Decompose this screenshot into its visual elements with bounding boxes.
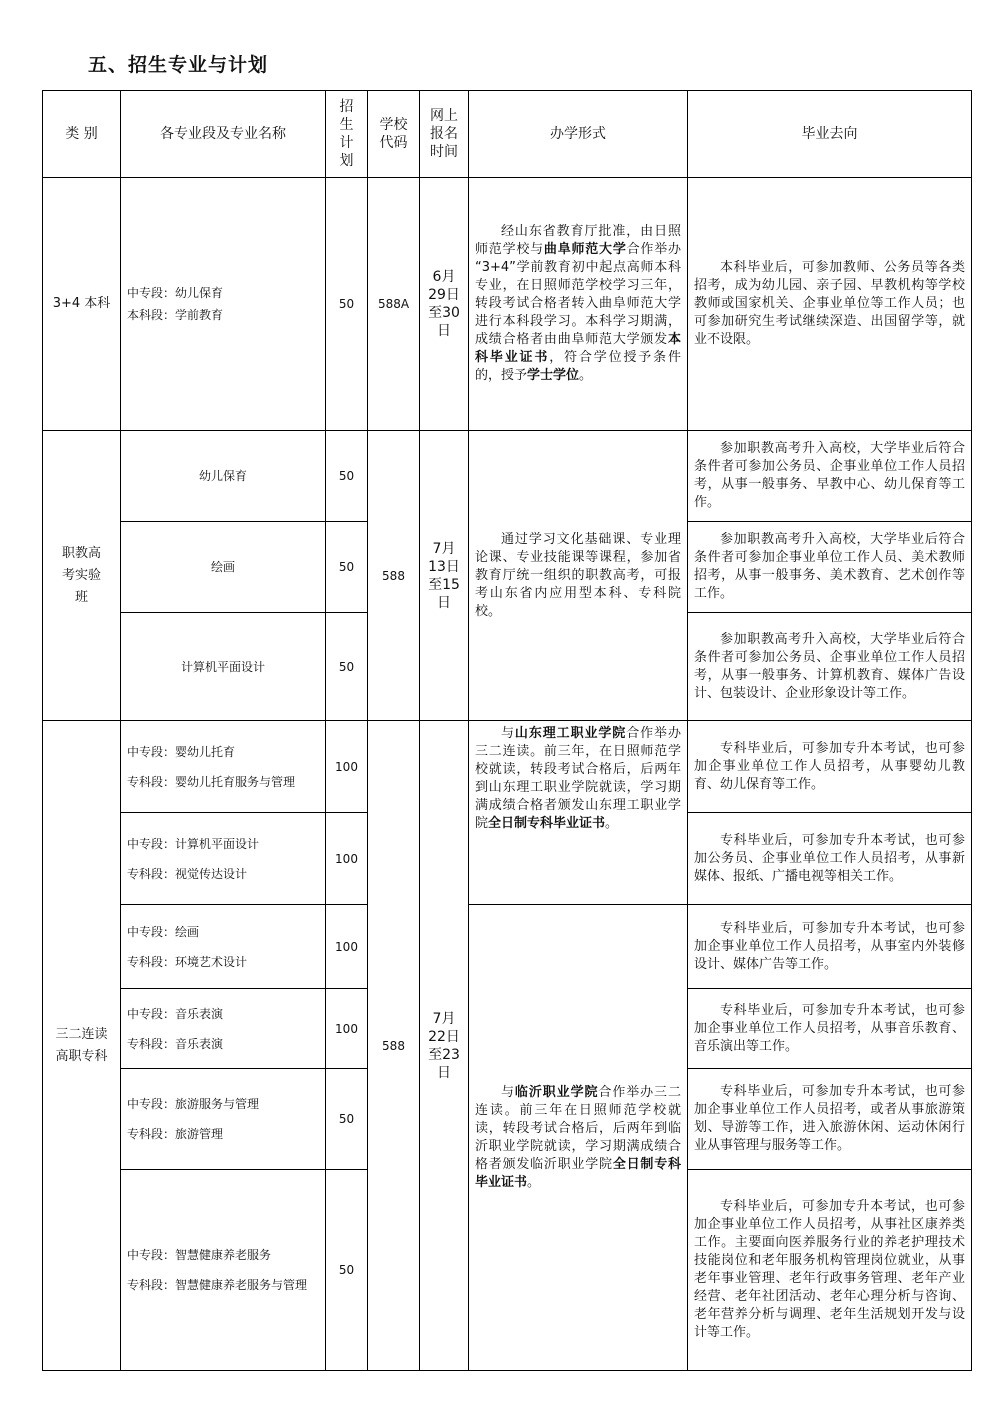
plan-cell: 100 (326, 813, 368, 905)
destination-cell (688, 178, 972, 431)
form-bold: 全日制专科毕业证书 (475, 1156, 681, 1190)
plan-cell: 100 (326, 989, 368, 1069)
destination-cell (688, 613, 972, 721)
form-bold: 临沂职业学院 (514, 1084, 599, 1100)
col-category: 类 别 (43, 91, 121, 178)
form-cell (469, 431, 688, 721)
destination-cell (688, 522, 972, 613)
major-line: 专科段：旅游管理 (127, 1127, 224, 1141)
code-cell: 588A (368, 178, 420, 431)
destination-cell (688, 431, 972, 522)
form-bold: 本科毕业证书 (475, 332, 681, 365)
header-row (43, 91, 972, 178)
form-cell (469, 721, 688, 905)
destination-cell (688, 905, 972, 989)
form-text: 与 (501, 1084, 515, 1100)
form-text: 。 (605, 816, 619, 831)
major-line: 中专段：婴幼儿托育 (127, 744, 236, 759)
major-line: 中专段：音乐表演 (127, 1006, 224, 1021)
table-row (43, 178, 972, 431)
destination-text: 专科毕业后，可参加专升本考试，也可参加企事业单位工作人员招考，从事音乐教育、音乐演出等工作。 (694, 1002, 965, 1054)
plan-cell: 100 (326, 905, 368, 989)
form-text: ，符合学位授予条件的，授予 (475, 350, 681, 383)
major-line: 中专段：计算机平面设计 (127, 836, 260, 851)
destination-cell (688, 1170, 972, 1371)
major-line: 专科段：环境艺术设计 (127, 954, 248, 969)
table-row (43, 721, 972, 813)
form-bold: 曲阜师范大学 (543, 242, 627, 257)
major-cell (121, 1069, 326, 1170)
plan-cell: 50 (326, 431, 368, 522)
major-cell (121, 178, 326, 431)
plan-cell: 50 (326, 522, 368, 613)
major-line: 中专段：旅游服务与管理 (127, 1097, 260, 1111)
destination-text: 参加职教高考升入高校，大学毕业后符合条件者可参加公务员、企事业单位工作人员招考，从事一般事务、早教中心、幼儿保育等工作。 (694, 441, 965, 510)
category-cell (43, 431, 121, 721)
col-major: 各专业段及专业名称 (121, 91, 326, 178)
destination-text: 专科毕业后，可参加专升本考试，也可参加企事业单位工作人员招考，或者从事旅游策划、导游等工作，进入旅游休闲、运动休闲行业从事管理与服务等工作。 (694, 1084, 965, 1153)
table-row (43, 431, 972, 522)
major-line: 中专段：幼儿保育 (127, 286, 224, 300)
major-line: 中专段：智慧健康养老服务 (127, 1248, 272, 1262)
form-text: 经山东省教育厅批准，由日照师范学校与 (475, 224, 681, 257)
major-cell (121, 905, 326, 989)
code-cell: 588 (368, 721, 420, 1371)
destination-text: 参加职教高考升入高校，大学毕业后符合条件者可参加公务员、企事业单位工作人员招考，从事一般事务、计算机教育、媒体广告设计、包装设计、企业形象设计等工作。 (694, 631, 965, 701)
form-text: 。 (579, 368, 593, 383)
form-text: 与 (501, 726, 515, 741)
major-cell (121, 813, 326, 905)
code-cell: 588 (368, 431, 420, 721)
major-line: 本科段：学前教育 (127, 308, 224, 322)
major-cell: 幼儿保育 (121, 431, 326, 522)
category-text: 三二连读高职专科 (55, 1026, 108, 1064)
destination-text: 专科毕业后，可参加专升本考试，也可参加企事业单位工作人员招考，从事社区康养类工作。主要面向医养服务行业的养老护理技术技能岗位和老年服务机构管理岗位就业，从事老年事业管理、老年行政事务管理、老年产业经营、老年社团活动、老年心理分析与咨询、老年营养分析与调理、老年生活规划开发与设计等工作。 (694, 1199, 965, 1340)
time-cell: 6月29日至30日 (420, 178, 469, 431)
table-row (43, 905, 972, 989)
major-cell (121, 1170, 326, 1371)
destination-cell (688, 989, 972, 1069)
destination-text: 参加职教高考升入高校，大学毕业后符合条件者可参加企事业单位工作人员、美术教师招考，从事一般事务、美术教育、艺术创作等工作。 (694, 532, 965, 601)
form-text: 合作举办三二连读。前三年，在日照师范学校就读，转段考试合格后，后两年到山东理工职业学院就读，学习期满成绩合格者颁发山东理工职业学院 (475, 726, 681, 831)
col-code: 学校代码 (368, 91, 420, 178)
plan-cell: 50 (326, 178, 368, 431)
form-text: 。 (527, 1174, 541, 1190)
plan-cell: 50 (326, 1069, 368, 1170)
col-time: 网上报名时间 (420, 91, 469, 178)
plan-cell: 100 (326, 721, 368, 813)
destination-text: 专科毕业后，可参加专升本考试，也可参加公务员、企事业单位工作人员招考，从事新媒体、报纸、广播电视等相关工作。 (694, 832, 965, 884)
major-line: 中专段：绘画 (127, 924, 200, 939)
major-line: 专科段：视觉传达设计 (127, 866, 248, 881)
form-bold: 学士学位 (527, 368, 580, 383)
destination-text: 专科毕业后，可参加专升本考试，也可参加企事业单位工作人员招考，从事室内外装修设计、媒体广告等工作。 (694, 920, 965, 972)
col-destination: 毕业去向 (688, 91, 972, 178)
col-plan: 招生计划 (326, 91, 368, 178)
form-cell (469, 178, 688, 431)
form-text: 合作举办三二连读。前三年在日照师范学校就读，转段考试合格后，后两年到临沂职业学院就读，学习期满成绩合格者颁发临沂职业学院 (475, 1084, 681, 1172)
col-form: 办学形式 (469, 91, 688, 178)
section-heading: 五、招生专业与计划 (88, 54, 269, 76)
form-cell (469, 905, 688, 1371)
plan-cell: 50 (326, 1170, 368, 1371)
major-line: 专科段：婴幼儿托育服务与管理 (127, 774, 296, 789)
destination-cell (688, 1069, 972, 1170)
form-text: 合作举办 “3+4”学前教育初中起点高师本科专业，在日照师范学校学习三年，转段考试合格者转入曲阜师范大学进行本科段学习。本科学习期满，成绩合格者由曲阜师范大学颁发 (475, 242, 681, 347)
major-cell (121, 721, 326, 813)
major-line: 专科段：智慧健康养老服务与管理 (127, 1278, 308, 1292)
form-text: 通过学习文化基础课、专业理论课、专业技能课等课程，参加省教育厅统一组织的职教高考，可报考山东省内应用型本科、专科院校。 (475, 531, 681, 619)
time-cell: 7月22日至23日 (420, 721, 469, 1371)
plan-cell: 50 (326, 613, 368, 721)
category-text: 职教高考实验班 (61, 545, 101, 605)
destination-text: 专科毕业后，可参加专升本考试，也可参加企事业单位工作人员招考，从事婴幼儿教育、幼儿保育等工作。 (694, 740, 965, 792)
enrollment-plan-table (42, 90, 972, 1371)
major-line: 专科段：音乐表演 (127, 1036, 224, 1051)
time-cell: 7月13日至15日 (420, 431, 469, 721)
form-bold: 山东理工职业学院 (514, 726, 627, 741)
category-cell (43, 721, 121, 1371)
major-cell: 绘画 (121, 522, 326, 613)
major-cell: 计算机平面设计 (121, 613, 326, 721)
major-cell (121, 989, 326, 1069)
form-bold: 全日制专科毕业证书 (488, 816, 606, 831)
destination-cell (688, 813, 972, 905)
destination-cell (688, 721, 972, 813)
destination-text: 本科毕业后，可参加教师、公务员等各类招考，成为幼儿园、亲子园、早教机构等学校教师或国家机关、企事业单位等工作人员；也可参加研究生考试继续深造、出国留学等，就业不设限。 (694, 260, 965, 347)
category-cell: 3+4 本科 (43, 178, 121, 431)
